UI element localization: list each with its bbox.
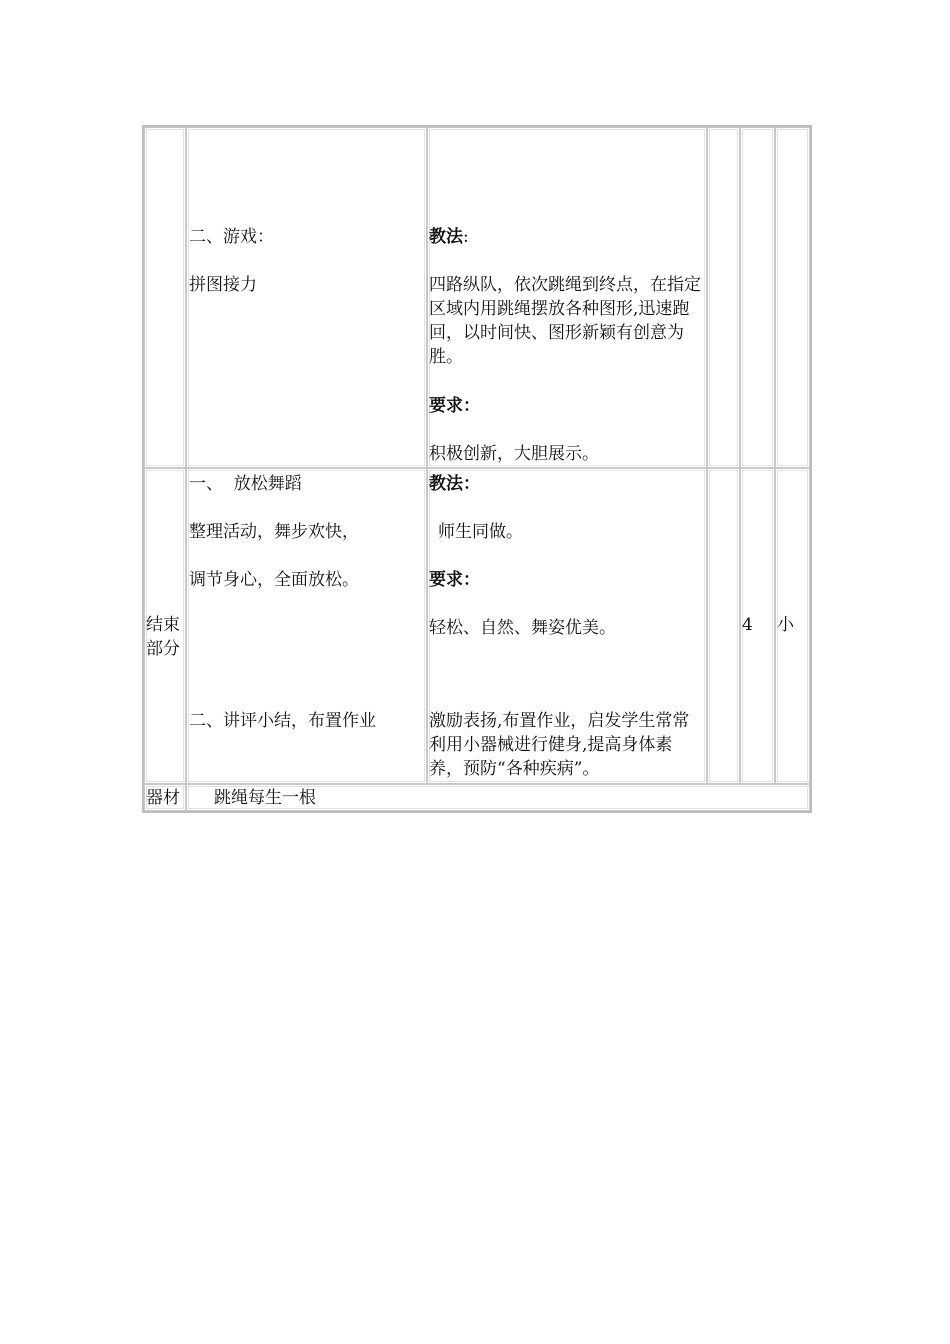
row1-intensity-cell (775, 127, 810, 468)
method-label: 教法 (429, 227, 463, 247)
row1-content-cell (186, 127, 427, 468)
row1-col4-cell (707, 127, 740, 468)
row1-section-cell (144, 127, 186, 468)
method-heading (429, 225, 469, 249)
row2-content-cell (186, 468, 427, 784)
require-text-2: 轻松、自然、舞姿优美。 (429, 618, 616, 638)
row2-time-cell (740, 468, 775, 784)
equipment-value: 跳绳每生一根 (214, 788, 316, 808)
method-label-2: 教法： (429, 474, 480, 494)
require-label: 要求： (429, 396, 480, 416)
method-colon: : (463, 227, 469, 247)
row2-method-cell (427, 468, 707, 784)
equipment-label: 器材 (146, 788, 180, 808)
game-item: 拼图接力 (189, 275, 257, 295)
equipment-label-cell (144, 784, 186, 811)
summary-title: 二、讲评小结，布置作业 (189, 711, 376, 731)
row2-col4-cell (707, 468, 740, 784)
equipment-value-cell (186, 784, 810, 811)
intensity-value: 小 (777, 615, 794, 635)
relax-line2: 调节身心，全面放松。 (189, 570, 359, 590)
require-text: 积极创新，大胆展示。 (429, 444, 599, 464)
method-text: 四路纵队，依次跳绳到终点，在指定区域内用跳绳摆放各种图形,迅速跑回，以时间快、图形新颖有创意为胜。 (429, 275, 701, 367)
row2-section-cell (144, 468, 186, 784)
row1-time-cell (740, 127, 775, 468)
relax-dance-title: 一、 放松舞蹈 (189, 474, 302, 494)
summary-text: 激励表扬,布置作业，启发学生常常利用小器械进行健身,提高身体素养，预防“各种疾病”。 (429, 711, 690, 779)
require-label-2: 要求： (429, 570, 480, 590)
method-text-2: 师生同做。 (438, 522, 523, 542)
relax-line1: 整理活动，舞步欢快， (189, 522, 359, 542)
row1-method-cell (427, 127, 707, 468)
section-label-line2: 部分 (146, 639, 180, 659)
row2-intensity-cell (775, 468, 810, 784)
section-label-line1: 结束 (146, 615, 180, 635)
lesson-plan-table (142, 125, 812, 813)
time-value: 4 (742, 615, 753, 635)
game-title: 二、游戏： (189, 227, 274, 247)
